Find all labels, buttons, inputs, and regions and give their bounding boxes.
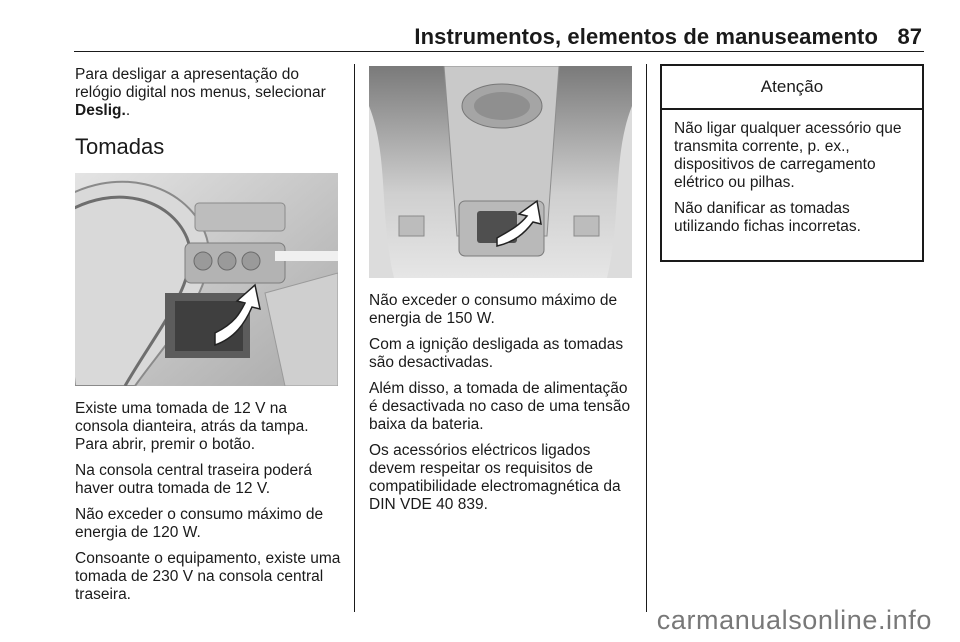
caution-paragraph: Não danificar as tomadas utilizando fichas incorretas. <box>674 200 861 235</box>
paragraph: Não exceder o consumo máximo de energia de 150 W. <box>369 292 618 327</box>
intro-paragraph <box>75 66 343 120</box>
paragraph: Além disso, a tomada de alimentação é desactivada no caso de uma tensão baixa da bateria. <box>369 380 631 433</box>
paragraph: Os acessórios eléctricos ligados devem respeitar os requisitos de compatibilidade electromagnética da DIN VDE 40 839. <box>369 442 621 513</box>
paragraph: Na consola central traseira poderá haver outra tomada de 12 V. <box>75 462 312 497</box>
front-console-illustration <box>75 173 338 386</box>
paragraph: Consoante o equipamento, existe uma tomada de 230 V na consola central traseira. <box>75 550 341 603</box>
column-left-lower <box>75 400 343 612</box>
header-rule <box>74 51 924 52</box>
column-divider <box>354 64 355 612</box>
paragraph: Não exceder o consumo máximo de energia de 120 W. <box>75 506 324 541</box>
caution-paragraph: Não ligar qualquer acessório que transmita corrente, p. ex., dispositivos de carregamento elétrico ou pilhas. <box>674 120 902 191</box>
intro-end: . <box>125 102 131 119</box>
watermark-text: carmanualsonline.info <box>656 605 932 635</box>
column-left <box>75 66 343 170</box>
paragraph: Existe uma tomada de 12 V na consola dianteira, atrás da tampa. Para abrir, premir o botão. <box>75 400 309 453</box>
column-divider <box>646 64 647 612</box>
paragraph: Com a ignição desligada as tomadas são desactivadas. <box>369 336 624 371</box>
caution-title: Atenção <box>662 66 922 110</box>
caution-body <box>662 110 922 236</box>
front-console-socket-figure <box>75 173 338 386</box>
intro-text: Para desligar a apresentação do relógio digital nos menus, selecionar <box>75 66 326 101</box>
deslig-menu-option: Deslig. <box>75 102 126 119</box>
column-middle <box>369 292 637 522</box>
rear-console-illustration <box>369 66 632 278</box>
page-header-title: Instrumentos, elementos de manuseamento <box>414 24 878 49</box>
rear-console-socket-figure <box>369 66 632 278</box>
caution-notice-box <box>660 64 924 262</box>
section-heading: Tomadas <box>75 134 165 159</box>
page-number: 87 <box>897 24 922 49</box>
